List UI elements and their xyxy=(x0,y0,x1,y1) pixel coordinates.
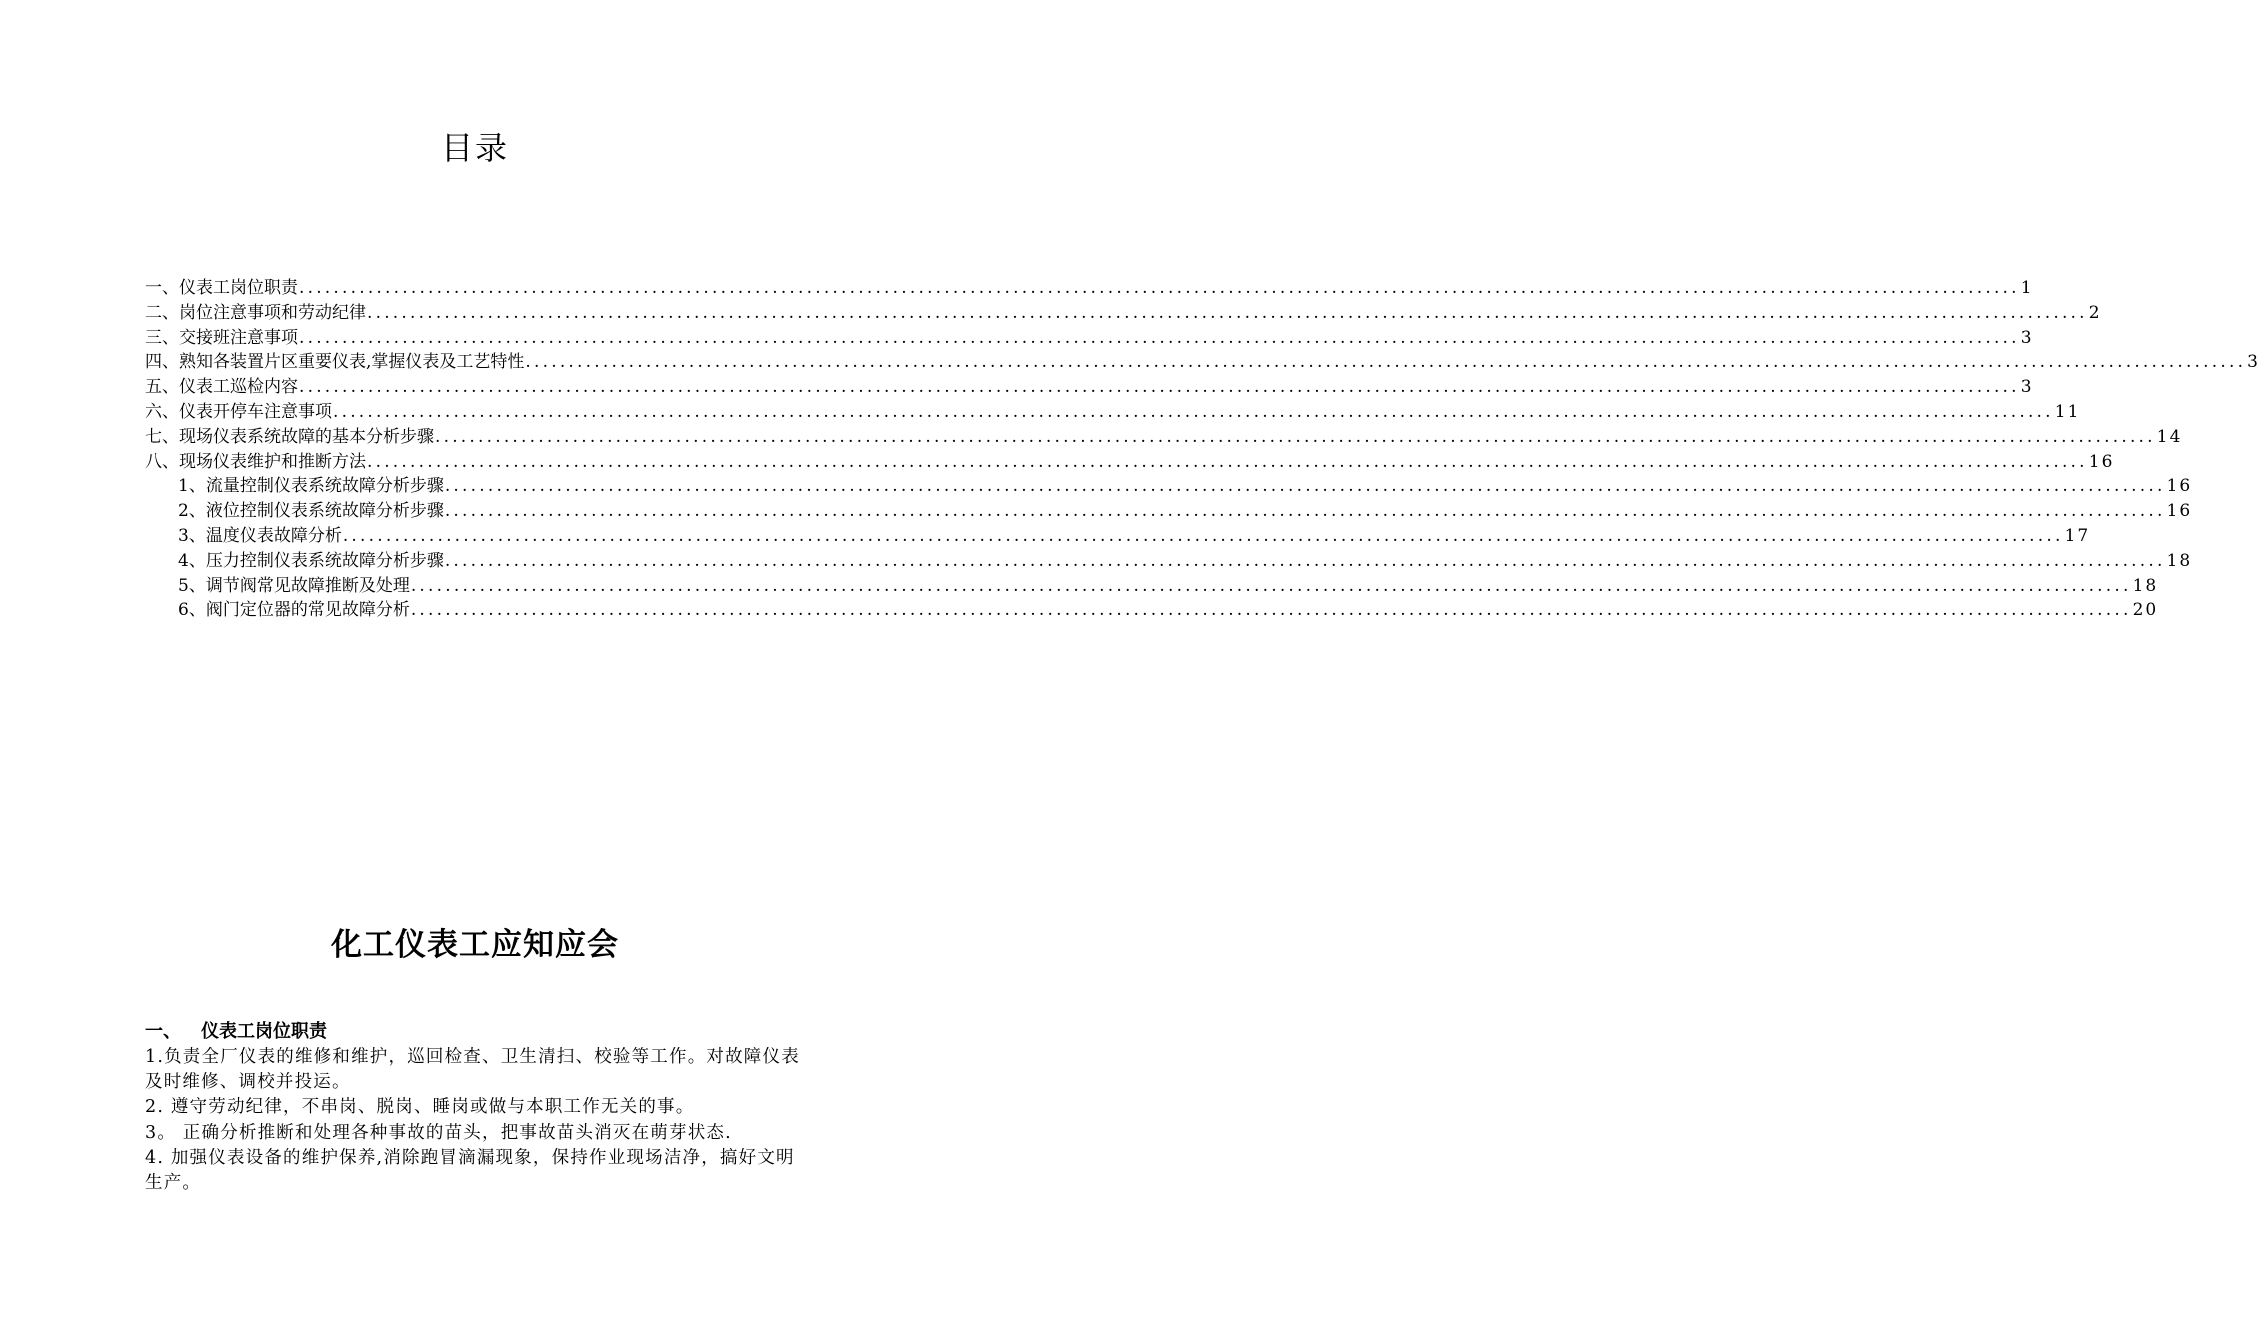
toc-leader-dots: ........................................................................................................................................................................................................ xyxy=(444,476,2166,497)
toc-entry[interactable] xyxy=(145,499,2193,524)
toc-entry-page: 16 xyxy=(2166,501,2193,522)
toc-leader-dots: ........................................................................................................................................................................................................ xyxy=(299,278,2020,298)
toc-entry-page: 3 xyxy=(2247,352,2260,373)
toc-entry-label: 一、仪表工岗位职责 xyxy=(145,278,298,298)
toc-leader-dots: ........................................................................................................................................................................................................ xyxy=(299,327,2020,348)
toc-entry-page: 1 xyxy=(2020,278,2034,298)
toc-entry[interactable] xyxy=(145,350,2260,375)
toc-entry-label: 四、熟知各装置片区重要仪表,掌握仪表及工艺特性 xyxy=(145,352,525,373)
toc-entry-label: 二、岗位注意事项和劳动纪律 xyxy=(145,302,366,323)
toc-leader-dots: ........................................................................................................................................................................................................ xyxy=(299,377,2020,398)
toc-entry-page: 2 xyxy=(2088,302,2102,323)
toc-entry-page: 18 xyxy=(2166,550,2193,571)
toc-leader-dots: ........................................................................................................................................................................................................ xyxy=(367,302,2088,323)
toc-entry[interactable] xyxy=(145,375,2034,400)
toc-entry[interactable] xyxy=(145,276,2034,301)
section-heading-text: 仪表工岗位职责 xyxy=(201,1021,327,1042)
toc-leader-dots: ........................................................................................................................................................................................................ xyxy=(444,550,2166,571)
toc-entry-page: 16 xyxy=(2088,451,2115,472)
toc-entry[interactable] xyxy=(145,301,2102,326)
toc-entry[interactable] xyxy=(145,549,2193,574)
toc-entry-label: 5、调节阀常见故障推断及处理 xyxy=(178,575,410,596)
toc-entry-label: 2、液位控制仪表系统故障分析步骤 xyxy=(178,501,444,522)
toc-leader-dots: ........................................................................................................................................................................................................ xyxy=(342,525,2064,546)
toc-entry-label: 七、现场仪表系统故障的基本分析步骤 xyxy=(145,426,434,447)
section-heading xyxy=(145,1019,327,1045)
toc-leader-dots: ........................................................................................................................................................................................................ xyxy=(444,501,2166,522)
toc-entry-label: 4、压力控制仪表系统故障分析步骤 xyxy=(178,550,444,571)
toc-leader-dots: ........................................................................................................................................................................................................ xyxy=(525,352,2247,373)
body-paragraph: 4. 加强仪表设备的维护保养,消除跑冒滴漏现象，保持作业现场洁净，搞好文明生产。 xyxy=(145,1147,795,1194)
toc-entry[interactable] xyxy=(145,598,2159,623)
toc-entry[interactable] xyxy=(145,425,2183,450)
toc-entry-label: 1、流量控制仪表系统故障分析步骤 xyxy=(178,476,444,497)
toc-entry[interactable] xyxy=(145,326,2034,351)
toc-entry-label: 八、现场仪表维护和推断方法 xyxy=(145,451,366,472)
body-paragraph: 2. 遵守劳动纪律，不串岗、脱岗、睡岗或做与本职工作无关的事。 xyxy=(145,1097,695,1118)
toc-leader-dots: ........................................................................................................................................................................................................ xyxy=(410,575,2132,596)
toc-entry[interactable] xyxy=(145,450,2115,475)
toc-entry[interactable] xyxy=(145,574,2159,599)
document-title: 化工仪表工应知应会 xyxy=(331,927,619,963)
toc-entry-page: 11 xyxy=(2054,401,2081,422)
toc-entry[interactable] xyxy=(145,400,2081,425)
toc-leader-dots: ........................................................................................................................................................................................................ xyxy=(367,451,2088,472)
toc-entry-page: 16 xyxy=(2166,476,2193,497)
toc-entry-page: 17 xyxy=(2064,525,2091,546)
toc-leader-dots: ........................................................................................................................................................................................................ xyxy=(333,401,2054,422)
toc-entry-label: 6、阀门定位器的常见故障分析 xyxy=(178,600,410,621)
toc-entry-label: 3、温度仪表故障分析 xyxy=(178,525,342,546)
toc-entry-label: 三、交接班注意事项 xyxy=(145,327,298,348)
toc-entry-label: 六、仪表开停车注意事项 xyxy=(145,401,332,422)
toc-title: 目录 xyxy=(440,129,509,167)
toc-entry-label: 五、仪表工巡检内容 xyxy=(145,377,298,398)
body-paragraph: 3。 正确分析推断和处理各种事故的苗头，把事故苗头消灭在萌芽状态. xyxy=(145,1122,732,1143)
section-body xyxy=(145,1045,810,1196)
toc-entry-page: 18 xyxy=(2132,575,2159,596)
body-paragraph: 1.负责全厂仪表的维修和维护，巡回检查、卫生清扫、校验等工作。对故障仪表及时维修、调校并投运。 xyxy=(145,1047,800,1093)
table-of-contents xyxy=(145,276,2260,623)
toc-entry-page: 20 xyxy=(2132,600,2159,621)
section-number: 一、 xyxy=(145,1021,181,1042)
toc-entry-page: 3 xyxy=(2020,327,2034,348)
toc-entry[interactable] xyxy=(145,474,2193,499)
toc-leader-dots: ........................................................................................................................................................................................................ xyxy=(435,426,2156,447)
toc-entry[interactable] xyxy=(145,524,2091,549)
toc-entry-page: 3 xyxy=(2020,377,2034,398)
toc-leader-dots: ........................................................................................................................................................................................................ xyxy=(410,600,2132,621)
toc-entry-page: 14 xyxy=(2156,426,2183,447)
